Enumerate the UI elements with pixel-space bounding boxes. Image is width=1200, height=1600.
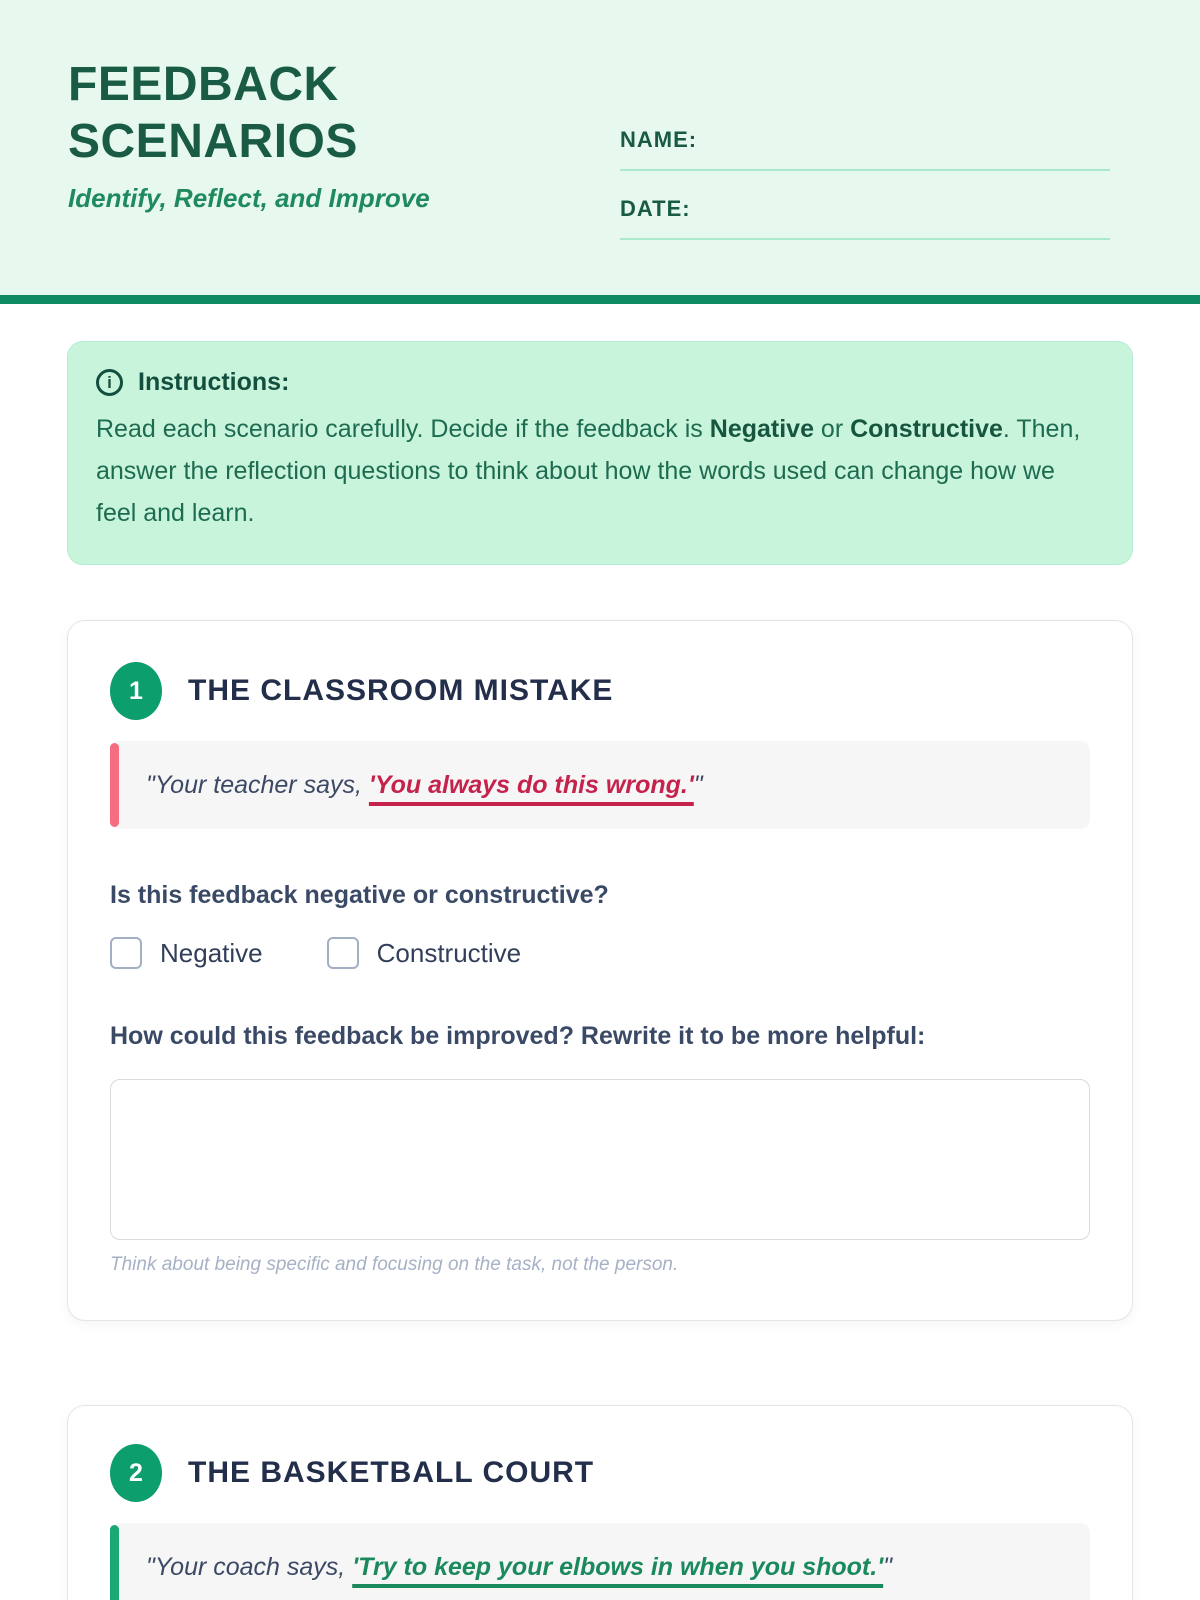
- date-label: DATE:: [620, 196, 691, 221]
- scenario-1-hint: Think about being specific and focusing on the task, not the person.: [110, 1254, 679, 1275]
- instructions-heading: Instructions:: [138, 368, 290, 396]
- scenario-1-question-rewrite: How could this feedback be improved? Rewrite it to be more helpful:: [110, 1022, 926, 1050]
- constructive-checkbox[interactable]: [327, 937, 359, 969]
- instructions-text-part1: Read each scenario carefully. Decide if the feedback is: [96, 415, 710, 443]
- scenario-2-title: THE BASKETBALL COURT: [188, 1456, 595, 1489]
- instructions-keyword-constructive: Constructive: [850, 415, 1003, 443]
- page-title: [68, 56, 430, 170]
- date-field: [620, 196, 1110, 240]
- scenario-2-number-badge: 2: [110, 1444, 162, 1502]
- scenario-1-quote-highlight: 'You always do this wrong.': [368, 770, 694, 799]
- header-title-block: [68, 56, 430, 214]
- scenario-1-quote-prefix: "Your teacher says,: [146, 770, 369, 799]
- scenario-1-number-badge: 1: [110, 662, 162, 720]
- page-title-line2: SCENARIOS: [68, 115, 358, 168]
- scenario-2-quote-text: [146, 1553, 892, 1582]
- scenario-1-quote-box: [110, 741, 1090, 829]
- name-label: NAME:: [620, 127, 698, 152]
- scenario-1-quote-suffix: ": [693, 770, 703, 799]
- instructions-text-part2: or: [813, 415, 851, 443]
- header-accent-bar: [0, 295, 1200, 304]
- name-input-line[interactable]: [620, 169, 1110, 171]
- page-subtitle: Identify, Reflect, and Improve: [68, 183, 430, 213]
- scenario-1-header: [110, 662, 1090, 720]
- main-content: [0, 341, 1200, 1600]
- name-date-block: [620, 127, 1110, 240]
- page-title-line1: FEEDBACK: [68, 58, 339, 111]
- scenario-2-header: [110, 1444, 1090, 1502]
- header: [0, 0, 1200, 295]
- answer-textarea[interactable]: [110, 1079, 1090, 1240]
- instructions-heading-row: [96, 368, 1102, 397]
- scenario-2-quote-box: [110, 1523, 1090, 1600]
- scenario-1-options: [110, 937, 1090, 969]
- scenario-1-option-constructive: [327, 937, 522, 969]
- scenario-1-question-type: Is this feedback negative or constructive?: [110, 881, 609, 909]
- instructions-box: [67, 341, 1133, 565]
- name-field: [620, 127, 1110, 171]
- date-input-line[interactable]: [620, 238, 1110, 240]
- scenario-2-quote-highlight: 'Try to keep your elbows in when you shoot.': [352, 1552, 884, 1581]
- negative-checkbox-label: Negative: [160, 937, 263, 968]
- scenario-1-quote-text: [146, 771, 703, 800]
- negative-checkbox[interactable]: [110, 937, 142, 969]
- constructive-checkbox-label: Constructive: [376, 937, 522, 968]
- instructions-text: [96, 408, 1102, 534]
- scenario-card-2: [67, 1405, 1133, 1600]
- scenario-card-1: [67, 620, 1133, 1321]
- info-icon: i: [96, 369, 123, 396]
- instructions-keyword-negative: Negative: [709, 415, 814, 443]
- scenario-1-title: THE CLASSROOM MISTAKE: [188, 674, 614, 707]
- scenario-1-option-negative: [110, 937, 263, 969]
- scenario-2-quote-prefix: "Your coach says,: [146, 1552, 353, 1581]
- scenario-2-quote-suffix: ": [883, 1552, 893, 1581]
- instructions-text-part3: . Then, answer the reflection questions to think about how the words used can change how we feel and learn.: [96, 415, 1081, 527]
